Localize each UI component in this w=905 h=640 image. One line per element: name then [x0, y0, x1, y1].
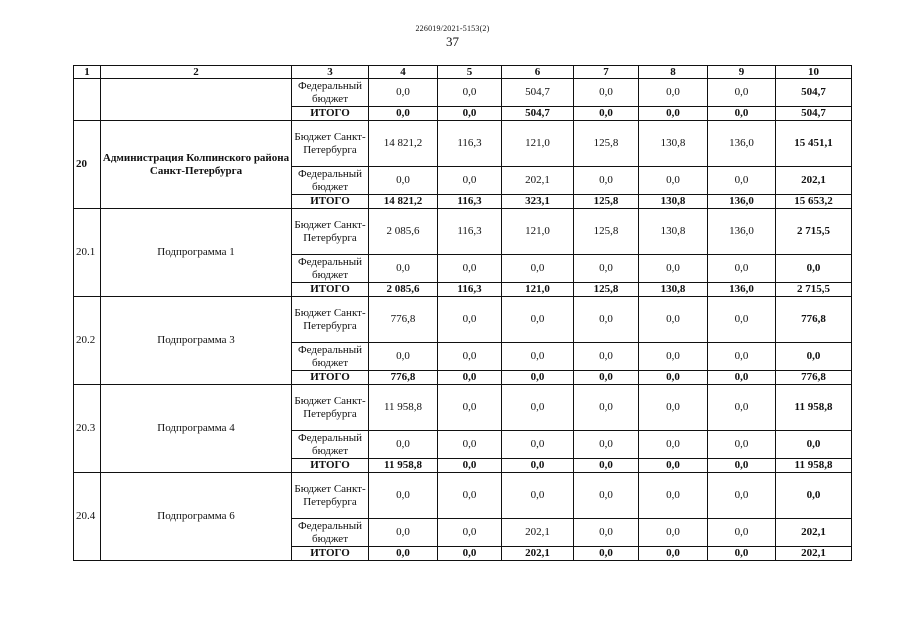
table-row	[74, 121, 852, 167]
row-name-cell: Подпрограмма 6	[101, 473, 292, 561]
value-cell: 116,3	[438, 209, 502, 255]
value-cell: 776,8	[776, 371, 852, 385]
total-label: ИТОГО	[292, 371, 369, 385]
source-label: Федеральный бюджет	[292, 167, 369, 195]
column-header: 3	[292, 66, 369, 79]
source-label: Бюджет Санкт-Петербурга	[292, 385, 369, 431]
value-cell: 0,0	[438, 431, 502, 459]
value-cell: 0,0	[639, 385, 708, 431]
column-header: 10	[776, 66, 852, 79]
source-label: Бюджет Санкт-Петербурга	[292, 209, 369, 255]
value-cell: 0,0	[574, 297, 639, 343]
value-cell: 202,1	[776, 547, 852, 561]
value-cell: 0,0	[502, 385, 574, 431]
value-cell: 0,0	[438, 547, 502, 561]
column-header: 7	[574, 66, 639, 79]
value-cell: 121,0	[502, 283, 574, 297]
value-cell: 0,0	[574, 385, 639, 431]
total-label: ИТОГО	[292, 195, 369, 209]
value-cell: 0,0	[639, 297, 708, 343]
value-cell: 0,0	[708, 547, 776, 561]
row-name-cell	[101, 79, 292, 121]
row-number-cell	[74, 79, 101, 121]
value-cell: 0,0	[502, 255, 574, 283]
value-cell: 136,0	[708, 209, 776, 255]
value-cell: 125,8	[574, 121, 639, 167]
source-label: Федеральный бюджет	[292, 519, 369, 547]
total-label: ИТОГО	[292, 107, 369, 121]
value-cell: 2 715,5	[776, 283, 852, 297]
table-row	[74, 297, 852, 343]
value-cell: 0,0	[369, 343, 438, 371]
value-cell: 0,0	[438, 473, 502, 519]
value-cell: 0,0	[574, 255, 639, 283]
source-label: Бюджет Санкт-Петербурга	[292, 297, 369, 343]
value-cell: 125,8	[574, 283, 639, 297]
row-name-cell: Подпрограмма 4	[101, 385, 292, 473]
value-cell: 2 085,6	[369, 283, 438, 297]
value-cell: 0,0	[369, 255, 438, 283]
value-cell: 0,0	[369, 431, 438, 459]
total-label: ИТОГО	[292, 547, 369, 561]
value-cell: 0,0	[708, 371, 776, 385]
value-cell: 0,0	[369, 107, 438, 121]
value-cell: 0,0	[639, 519, 708, 547]
value-cell: 136,0	[708, 195, 776, 209]
total-label: ИТОГО	[292, 459, 369, 473]
value-cell: 0,0	[639, 473, 708, 519]
value-cell: 130,8	[639, 209, 708, 255]
source-label: Федеральный бюджет	[292, 79, 369, 107]
value-cell: 323,1	[502, 195, 574, 209]
value-cell: 0,0	[574, 343, 639, 371]
value-cell: 0,0	[708, 167, 776, 195]
value-cell: 121,0	[502, 121, 574, 167]
row-name-cell: Подпрограмма 3	[101, 297, 292, 385]
value-cell: 125,8	[574, 195, 639, 209]
value-cell: 504,7	[776, 79, 852, 107]
row-number-cell: 20.1	[74, 209, 101, 297]
column-header: 1	[74, 66, 101, 79]
value-cell: 202,1	[776, 167, 852, 195]
value-cell: 136,0	[708, 121, 776, 167]
value-cell: 0,0	[438, 167, 502, 195]
value-cell: 130,8	[639, 195, 708, 209]
value-cell: 202,1	[502, 547, 574, 561]
value-cell: 776,8	[369, 297, 438, 343]
value-cell: 130,8	[639, 121, 708, 167]
column-header: 5	[438, 66, 502, 79]
value-cell: 0,0	[639, 547, 708, 561]
column-header: 8	[639, 66, 708, 79]
column-header: 2	[101, 66, 292, 79]
value-cell: 0,0	[369, 79, 438, 107]
value-cell: 0,0	[502, 459, 574, 473]
value-cell: 0,0	[708, 385, 776, 431]
column-header: 4	[369, 66, 438, 79]
value-cell: 776,8	[369, 371, 438, 385]
value-cell: 0,0	[438, 343, 502, 371]
value-cell: 0,0	[708, 519, 776, 547]
value-cell: 0,0	[502, 371, 574, 385]
source-label: Бюджет Санкт-Петербурга	[292, 473, 369, 519]
value-cell: 0,0	[574, 459, 639, 473]
row-name-cell: Подпрограмма 1	[101, 209, 292, 297]
value-cell: 504,7	[502, 79, 574, 107]
value-cell: 0,0	[574, 79, 639, 107]
source-label: Бюджет Санкт-Петербурга	[292, 121, 369, 167]
value-cell: 504,7	[502, 107, 574, 121]
column-header-row	[74, 66, 852, 79]
value-cell: 0,0	[574, 519, 639, 547]
value-cell: 202,1	[776, 519, 852, 547]
value-cell: 0,0	[708, 255, 776, 283]
value-cell: 136,0	[708, 283, 776, 297]
value-cell: 0,0	[502, 473, 574, 519]
value-cell: 0,0	[574, 473, 639, 519]
column-header: 6	[502, 66, 574, 79]
value-cell: 15 653,2	[776, 195, 852, 209]
value-cell: 776,8	[776, 297, 852, 343]
value-cell: 0,0	[708, 107, 776, 121]
value-cell: 202,1	[502, 167, 574, 195]
total-label: ИТОГО	[292, 283, 369, 297]
value-cell: 0,0	[639, 167, 708, 195]
value-cell: 0,0	[639, 255, 708, 283]
value-cell: 2 085,6	[369, 209, 438, 255]
value-cell: 0,0	[438, 79, 502, 107]
row-number-cell: 20.4	[74, 473, 101, 561]
value-cell: 202,1	[502, 519, 574, 547]
value-cell: 0,0	[639, 343, 708, 371]
source-label: Федеральный бюджет	[292, 343, 369, 371]
budget-table	[73, 65, 852, 561]
source-label: Федеральный бюджет	[292, 431, 369, 459]
row-name-cell: Администрация Колпинского района Санкт-Петербурга	[101, 121, 292, 209]
value-cell: 0,0	[639, 459, 708, 473]
value-cell: 0,0	[708, 431, 776, 459]
row-number-cell: 20	[74, 121, 101, 209]
value-cell: 11 958,8	[369, 385, 438, 431]
value-cell: 125,8	[574, 209, 639, 255]
value-cell: 0,0	[502, 431, 574, 459]
value-cell: 11 958,8	[369, 459, 438, 473]
value-cell: 15 451,1	[776, 121, 852, 167]
value-cell: 0,0	[639, 371, 708, 385]
value-cell: 0,0	[708, 473, 776, 519]
value-cell: 116,3	[438, 283, 502, 297]
value-cell: 0,0	[438, 459, 502, 473]
value-cell: 14 821,2	[369, 195, 438, 209]
table-row	[74, 209, 852, 255]
value-cell: 0,0	[438, 385, 502, 431]
value-cell: 0,0	[776, 473, 852, 519]
table-body	[74, 66, 852, 561]
value-cell: 0,0	[502, 343, 574, 371]
value-cell: 0,0	[574, 547, 639, 561]
value-cell: 0,0	[639, 107, 708, 121]
value-cell: 0,0	[438, 297, 502, 343]
value-cell: 0,0	[574, 371, 639, 385]
row-number-cell: 20.3	[74, 385, 101, 473]
table-row	[74, 79, 852, 107]
value-cell: 0,0	[708, 459, 776, 473]
value-cell: 0,0	[574, 167, 639, 195]
table-row	[74, 473, 852, 519]
document-id: 226019/2021-5153(2)	[415, 24, 490, 33]
value-cell: 0,0	[639, 79, 708, 107]
value-cell: 0,0	[438, 371, 502, 385]
value-cell: 0,0	[438, 519, 502, 547]
value-cell: 116,3	[438, 195, 502, 209]
value-cell: 0,0	[574, 431, 639, 459]
value-cell: 0,0	[369, 519, 438, 547]
table-row	[74, 385, 852, 431]
value-cell: 0,0	[502, 297, 574, 343]
value-cell: 0,0	[639, 431, 708, 459]
value-cell: 0,0	[708, 79, 776, 107]
value-cell: 0,0	[708, 343, 776, 371]
value-cell: 130,8	[639, 283, 708, 297]
value-cell: 0,0	[369, 473, 438, 519]
value-cell: 0,0	[574, 107, 639, 121]
value-cell: 0,0	[776, 343, 852, 371]
row-number-cell: 20.2	[74, 297, 101, 385]
value-cell: 0,0	[776, 255, 852, 283]
value-cell: 11 958,8	[776, 385, 852, 431]
value-cell: 504,7	[776, 107, 852, 121]
value-cell: 2 715,5	[776, 209, 852, 255]
value-cell: 116,3	[438, 121, 502, 167]
value-cell: 0,0	[776, 431, 852, 459]
source-label: Федеральный бюджет	[292, 255, 369, 283]
value-cell: 11 958,8	[776, 459, 852, 473]
value-cell: 0,0	[438, 255, 502, 283]
value-cell: 0,0	[369, 167, 438, 195]
value-cell: 0,0	[708, 297, 776, 343]
page-number: 37	[446, 34, 459, 49]
value-cell: 14 821,2	[369, 121, 438, 167]
column-header: 9	[708, 66, 776, 79]
value-cell: 121,0	[502, 209, 574, 255]
value-cell: 0,0	[438, 107, 502, 121]
value-cell: 0,0	[369, 547, 438, 561]
